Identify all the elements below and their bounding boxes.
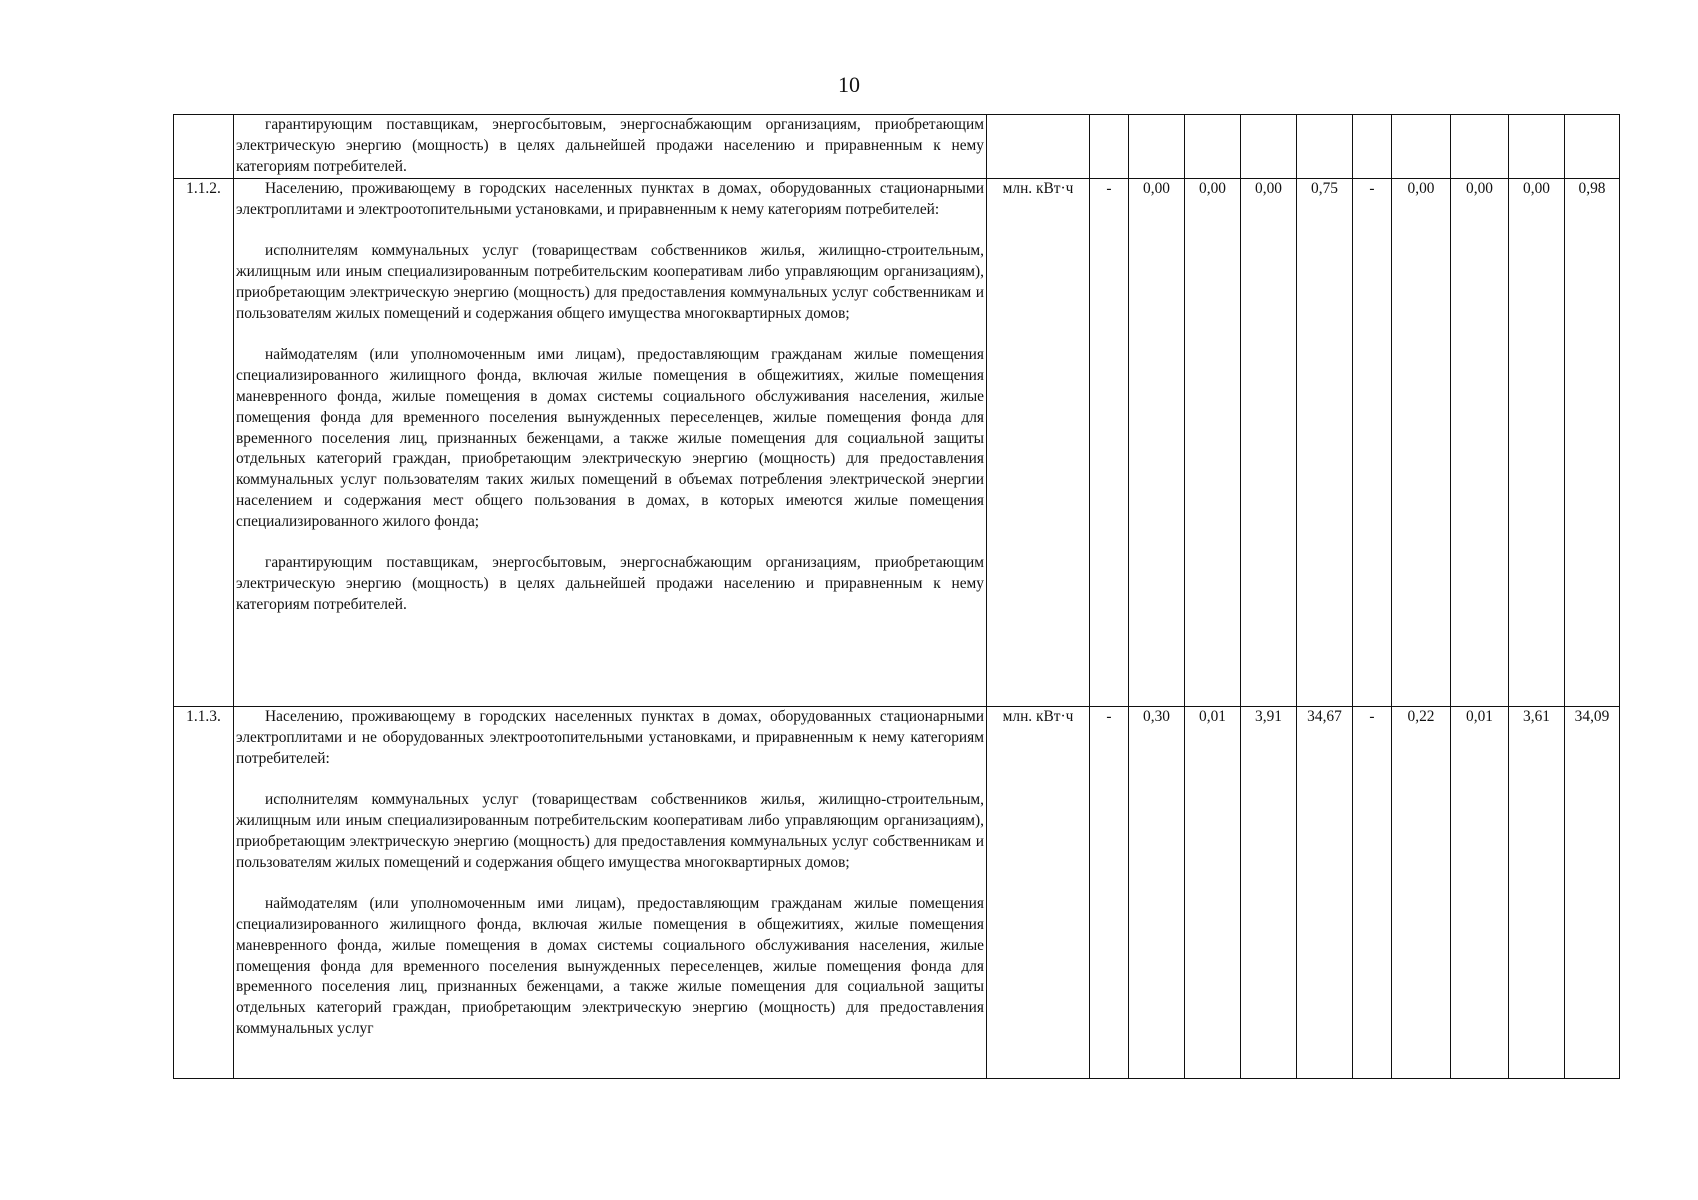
value-cell — [1353, 115, 1392, 179]
value-cell: 0,30 — [1129, 707, 1185, 1079]
value-cell — [1241, 115, 1297, 179]
value-cell — [1509, 115, 1565, 179]
value-cell: - — [1353, 179, 1392, 707]
value-cell: 0,00 — [1392, 179, 1451, 707]
unit-cell: млн. кВт·ч — [987, 179, 1090, 707]
value-cell — [1185, 115, 1241, 179]
row-number — [174, 115, 234, 179]
value-cell: 0,22 — [1392, 707, 1451, 1079]
description-paragraph: наймодателям (или уполномоченным ими лицам), предоставляющим гражданам жилые помещения специализированного жилищного фонда, включая жилые помещения в общежитиях, жилые помещения маневренного фонда, жилые помещения в домах системы социального обслуживания населения, жилые помещения фонда для временного поселения вынужденных переселенцев, жилые помещения фонда для временного поселения лиц, признанных беженцами, а также жилые помещения для социальной защиты отдельных категорий граждан, приобретающим электрическую энергию (мощность) для предоставления коммунальных услуг — [236, 895, 984, 1037]
description-paragraph: Населению, проживающему в городских населенных пунктах в домах, оборудованных стационарными электроплитами и не оборудованных электроотопительными установками, и приравненным к нему категориям потребителей: — [236, 708, 984, 767]
row-number: 1.1.2. — [174, 179, 234, 707]
value-cell — [1565, 115, 1620, 179]
value-cell: 0,00 — [1451, 179, 1509, 707]
value-cell: 34,67 — [1297, 707, 1353, 1079]
value-cell — [1451, 115, 1509, 179]
table-row — [174, 115, 1620, 179]
value-cell: 3,91 — [1241, 707, 1297, 1079]
table-row — [174, 179, 1620, 707]
tariff-table — [173, 114, 1620, 1079]
value-cell: - — [1090, 707, 1129, 1079]
value-cell: 0,00 — [1185, 179, 1241, 707]
value-cell: 0,01 — [1451, 707, 1509, 1079]
row-number: 1.1.3. — [174, 707, 234, 1079]
value-cell: 3,61 — [1509, 707, 1565, 1079]
value-cell: 0,75 — [1297, 179, 1353, 707]
value-cell — [1129, 115, 1185, 179]
row-description — [234, 707, 987, 1079]
unit-cell: млн. кВт·ч — [987, 707, 1090, 1079]
value-cell: 0,00 — [1129, 179, 1185, 707]
value-cell: 0,00 — [1241, 179, 1297, 707]
value-cell: 0,01 — [1185, 707, 1241, 1079]
description-paragraph: Населению, проживающему в городских населенных пунктах в домах, оборудованных стационарными электроплитами и электроотопительными установками, и приравненным к нему категориям потребителей: — [236, 180, 984, 218]
value-cell: - — [1353, 707, 1392, 1079]
row-description — [234, 179, 987, 707]
description-paragraph: исполнителям коммунальных услуг (товариществам собственников жилья, жилищно-строительным, жилищным или иным специализированным потребительским кооперативам либо управляющим организациям), приобретающим электрическую энергию (мощность) для предоставления коммунальных услуг собственникам и пользователям жилых помещений и содержания общего имущества многоквартирных домов; — [236, 791, 984, 871]
value-cell: 34,09 — [1565, 707, 1620, 1079]
value-cell: 0,00 — [1509, 179, 1565, 707]
description-paragraph: гарантирующим поставщикам, энергосбытовым, энергоснабжающим организациям, приобретающим электрическую энергию (мощность) в целях дальнейшей продажи населению и приравненным к нему категориям потребителей. — [236, 554, 984, 613]
value-cell — [1392, 115, 1451, 179]
description-paragraph: наймодателям (или уполномоченным ими лицам), предоставляющим гражданам жилые помещения специализированного жилищного фонда, включая жилые помещения в общежитиях, жилые помещения маневренного фонда, жилые помещения в домах системы социального обслуживания населения, жилые помещения фонда для временного поселения вынужденных переселенцев, жилые помещения фонда для временного поселения лиц, признанных беженцами, а также жилые помещения для социальной защиты отдельных категорий граждан, приобретающим электрическую энергию (мощность) для предоставления коммунальных услуг пользователям таких жилых помещений в объемах потребления электрической энергии населением и содержания мест общего пользования в домах, в которых имеются жилые помещения специализированного жилого фонда; — [236, 346, 984, 530]
description-paragraph: гарантирующим поставщикам, энергосбытовым, энергоснабжающим организациям, приобретающим электрическую энергию (мощность) в целях дальнейшей продажи населению и приравненным к нему категориям потребителей. — [236, 116, 984, 175]
value-cell — [1090, 115, 1129, 179]
value-cell — [1297, 115, 1353, 179]
page-number: 10 — [838, 72, 860, 97]
value-cell: 0,98 — [1565, 179, 1620, 707]
table-row — [174, 707, 1620, 1079]
description-paragraph: исполнителям коммунальных услуг (товариществам собственников жилья, жилищно-строительным, жилищным или иным специализированным потребительским кооперативам либо управляющим организациям), приобретающим электрическую энергию (мощность) для предоставления коммунальных услуг собственникам и пользователям жилых помещений и содержания общего имущества многоквартирных домов; — [236, 242, 984, 322]
value-cell: - — [1090, 179, 1129, 707]
unit-cell — [987, 115, 1090, 179]
row-description — [234, 115, 987, 179]
